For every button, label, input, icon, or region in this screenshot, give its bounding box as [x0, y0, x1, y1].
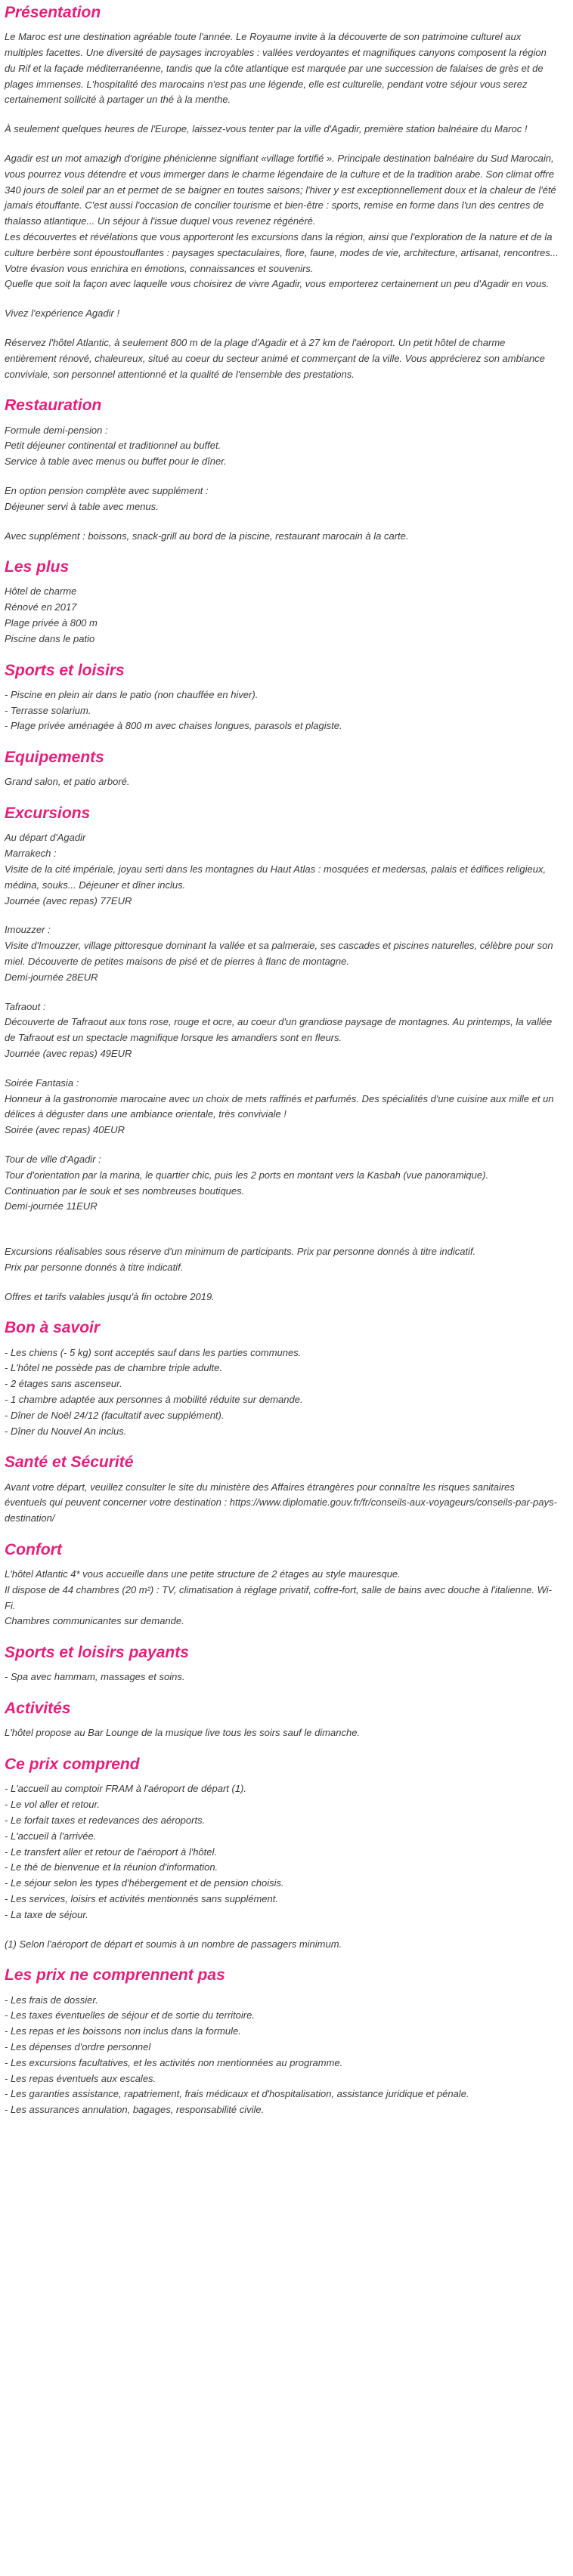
paragraph	[5, 1993, 559, 2118]
paragraph	[5, 1345, 559, 1440]
text-line: Soirée Fantasia :	[5, 1076, 79, 1089]
paragraph	[5, 1937, 559, 1953]
section-prix-ne-comprend-pas	[5, 1966, 559, 2118]
text-line: Formule demi-pension :	[5, 424, 108, 436]
paragraph	[5, 1480, 559, 1527]
paragraph	[5, 122, 559, 137]
text-line: - Le transfert aller et retour de l'aéroport à l'hôtel.	[5, 1846, 217, 1858]
paragraph	[5, 423, 559, 470]
text-line: Avec supplément : boissons, snack-grill au bord de la piscine, restaurant marocain à la carte.	[5, 530, 409, 542]
section-sports-loisirs	[5, 661, 559, 735]
section-equipements	[5, 748, 559, 790]
paragraph	[5, 1076, 559, 1138]
section-title-sports-payants: Sports et loisirs payants	[5, 1644, 189, 1662]
paragraph	[5, 922, 559, 985]
text-line: Tour d'orientation par la marina, le quartier chic, puis les 2 ports en montant vers la Kasbah (vue panoramique).	[5, 1169, 489, 1181]
paragraph	[5, 1669, 559, 1685]
text-line: Journée (avec repas) 77EUR	[5, 894, 132, 907]
text-line: - Les taxes éventuelles de séjour et de sortie du territoire.	[5, 2009, 255, 2022]
text-line: - Terrasse solarium.	[5, 704, 91, 716]
paragraph	[5, 151, 559, 292]
text-line: Journée (avec repas) 49EUR	[5, 1047, 132, 1059]
text-line: À seulement quelques heures de l'Europe, laissez-vous tenter par la ville d'Agadir, première station balnéaire du Maroc !	[5, 123, 528, 135]
paragraph	[5, 999, 559, 1062]
text-line: Avant votre départ, veuillez consulter le site du ministère des Affaires étrangères pour connaître les risques sanitaires éventuels qui peuvent concerner votre destination : https://www.diplomatie.gouv.fr/fr/conseils-aux-voyageurs/conseils-par-pays-destination/	[5, 1481, 557, 1524]
paragraph	[5, 687, 559, 734]
text-line: - Les chiens (- 5 kg) sont acceptés sauf dans les parties communes.	[5, 1346, 302, 1358]
text-line: En option pension complète avec supplément :	[5, 484, 209, 496]
section-activites	[5, 1699, 559, 1741]
paragraph	[5, 1152, 559, 1215]
paragraph	[5, 483, 559, 515]
section-presentation	[5, 3, 559, 382]
text-line: - Spa avec hammam, massages et soins.	[5, 1671, 185, 1683]
text-line: Au départ d'Agadir	[5, 832, 86, 844]
section-title-presentation: Présentation	[5, 4, 101, 21]
text-line: Quelle que soit la façon avec laquelle vous choisirez de vivre Agadir, vous emporterez certainement un peu d'Agadir en vous.	[5, 278, 550, 290]
text-line: Réservez l'hôtel Atlantic, à seulement 800 m de la plage d'Agadir et à 27 km de l'aéroport. Un petit hôtel de charme entièrement rénové, chaleureux, situé au coeur du secteur animé et commerçant de la ville. Vous apprécierez son ambiance conviviale, son personnel attentionné et la qualité de l'ensemble des prestations.	[5, 336, 545, 380]
text-line: - 2 étages sans ascenseur.	[5, 1378, 122, 1390]
text-line: Le Maroc est une destination agréable toute l'année. Le Royaume invite à la découverte de son patrimoine culturel aux multiples facettes. Une diversité de paysages incroyables : vallées verdoyantes et magnifiques canyons composent la région du Rif et la façade méditerranéenne, tandis que la côte atlantique est marquée par une succession de falaises de grès et de plages immenses. L'hospitalité des marocains n'est pas une légende, elle est culturelle, pendant votre séjour vous serez certainement sollicité à partager un thé à la menthe.	[5, 31, 547, 106]
section-prix-comprend	[5, 1755, 559, 1952]
text-line: Demi-journée 11EUR	[5, 1200, 98, 1212]
text-line: - Le thé de bienvenue et la réunion d'information.	[5, 1861, 218, 1873]
text-line: Découverte de Tafraout aux tons rose, rouge et ocre, au coeur d'un grandiose paysage de montagnes. Au printemps, la vallée de Tafraout est un spectacle magnifique lorsque les amandiers sont en fleurs.	[5, 1016, 553, 1044]
text-line	[5, 1228, 559, 1244]
section-title-restauration: Restauration	[5, 397, 102, 415]
paragraph	[5, 1725, 559, 1741]
text-line: Petit déjeuner continental et traditionnel au buffet.	[5, 440, 221, 452]
section-sante-securite	[5, 1453, 559, 1527]
section-title-excursions: Excursions	[5, 805, 91, 823]
paragraph	[5, 1781, 559, 1923]
text-line: Offres et tarifs valables jusqu'à fin octobre 2019.	[5, 1290, 215, 1302]
text-line: - Les excursions facultatives, et les activités non mentionnées au programme.	[5, 2056, 343, 2068]
paragraph	[5, 29, 559, 108]
text-line: Visite de la cité impériale, joyau serti dans les montagnes du Haut Atlas : mosquées et medersas, palais et édifices religieux, médina, souks... Déjeuner et dîner inclus.	[5, 863, 547, 891]
text-line: Excursions réalisables sous réserve d'un minimum de participants. Prix par personne donnés à titre indicatif.	[5, 1245, 476, 1257]
text-line: Agadir est un mot amazigh d'origine phénicienne signifiant «village fortifié ». Principale destination balnéaire du Sud Marocain, vous pourrez vous détendre et vous immerger dans le charme légendaire de la culture et de la tradition arabe. Son climat offre 340 jours de soleil par an et permet de se baigner en toutes saisons; l'hiver y est exceptionnellement doux et la chaleur de l'été jamais étouffante. C'est aussi l'occasion de concilier tourisme et bien-être : sports, remise en forme dans l'un des centres de thalasso atlantique... Un séjour à l'issue duquel vous revenez régénéré.	[5, 152, 556, 227]
text-line: Marrakech :	[5, 848, 57, 860]
text-line: Demi-journée 28EUR	[5, 971, 98, 983]
text-line: Déjeuner servi à table avec menus.	[5, 500, 159, 512]
paragraph	[5, 774, 559, 790]
text-line: - Piscine en plein air dans le patio (non chauffée en hiver).	[5, 688, 259, 700]
text-line: - Les assurances annulation, bagages, responsabilité civile.	[5, 2104, 265, 2116]
section-confort	[5, 1540, 559, 1629]
text-line: Chambres communicantes sur demande.	[5, 1615, 184, 1627]
section-bon-a-savoir	[5, 1318, 559, 1439]
text-line: - Les services, loisirs et activités mentionnés sans supplément.	[5, 1893, 278, 1904]
text-line: Il dispose de 44 chambres (20 m²) : TV, climatisation à réglage privatif, coffre-fort, salle de bains avec douche à l'italienne. Wi-Fi.	[5, 1583, 552, 1611]
text-line: - Dîner de Noël 24/12 (facultatif avec supplément).	[5, 1409, 225, 1421]
paragraph	[5, 830, 559, 909]
text-line: - 1 chambre adaptée aux personnes à mobilité réduite sur demande.	[5, 1393, 303, 1405]
text-line: Rénové en 2017	[5, 601, 77, 613]
section-title-prix-comprend: Ce prix comprend	[5, 1756, 140, 1774]
text-line: Tour de ville d'Agadir :	[5, 1153, 101, 1165]
text-line: - Les repas éventuels aux escales.	[5, 2072, 156, 2084]
text-line: - Les garanties assistance, rapatriement, frais médicaux et d'hospitalisation, assistance juridique et pénale.	[5, 2088, 469, 2100]
text-line: (1) Selon l'aéroport de départ et soumis à un nombre de passagers minimum.	[5, 1938, 342, 1950]
text-line: - Les repas et les boissons non inclus dans la formule.	[5, 2025, 241, 2037]
text-line: Honneur à la gastronomie marocaine avec un choix de mets raffinés et parfumés. Des spécialités d'une cuisine aux mille et un délices à déguster dans une ambiance orientale, très conviviale !	[5, 1092, 554, 1120]
paragraph	[5, 529, 559, 545]
section-title-activites: Activités	[5, 1700, 71, 1718]
text-line: L'hôtel Atlantic 4* vous accueille dans une petite structure de 2 étages au style mauresque.	[5, 1568, 401, 1580]
text-line: - Le forfait taxes et redevances des aéroports.	[5, 1815, 206, 1827]
text-line: Service à table avec menus ou buffet pour le dîner.	[5, 456, 227, 468]
text-line: - L'accueil au comptoir FRAM à l'aéroport de départ (1).	[5, 1783, 246, 1795]
text-line: Continuation par le souk et ses nombreuses boutiques.	[5, 1185, 245, 1197]
text-line: Vivez l'expérience Agadir !	[5, 307, 120, 320]
text-line: L'hôtel propose au Bar Lounge de la musique live tous les soirs sauf le dimanche.	[5, 1727, 361, 1739]
text-line: - Le vol aller et retour.	[5, 1799, 100, 1811]
section-les-plus	[5, 558, 559, 647]
text-line: - Les frais de dossier.	[5, 1994, 98, 2006]
section-excursions	[5, 804, 559, 1305]
text-line: Prix par personne donnés à titre indicatif.	[5, 1261, 184, 1273]
section-title-bon-a-savoir: Bon à savoir	[5, 1319, 101, 1337]
text-line: - Plage privée aménagée à 800 m avec chaises longues, parasols et plagiste.	[5, 720, 342, 732]
text-line: Tafraout :	[5, 1000, 46, 1012]
text-line: Piscine dans le patio	[5, 632, 95, 644]
text-line: - Dîner du Nouvel An inclus.	[5, 1425, 127, 1437]
text-line: Les découvertes et révélations que vous apporteront les excursions dans la région, ainsi que l'exploration de la nature et de la culture berbère sont époustouflantes : paysages spectaculaires, flore, faune, modes de vie, architecture, artisanat, rencontres... Votre évasion vous enrichira en émotions, connaissances et souvenirs.	[5, 230, 559, 274]
section-title-equipements: Equipements	[5, 749, 104, 767]
section-title-confort: Confort	[5, 1540, 62, 1558]
paragraph	[5, 1567, 559, 1629]
section-title-prix-ne-comprend-pas: Les prix ne comprennent pas	[5, 1966, 225, 1985]
text-line: - Le séjour selon les types d'hébergement et de pension choisis.	[5, 1877, 284, 1889]
section-sports-payants	[5, 1643, 559, 1685]
text-line: Hôtel de charme	[5, 585, 77, 598]
text-line: - L'accueil à l'arrivée.	[5, 1830, 97, 1842]
text-line: Visite d'Imouzzer, village pittoresque dominant la vallée et sa palmeraie, ses cascades et piscines naturelles, célèbre pour son miel. Découverte de petites maisons de pisé et de pierres à flanc de montagne.	[5, 940, 553, 967]
text-line: Soirée (avec repas) 40EUR	[5, 1124, 125, 1136]
section-title-sante-securite: Santé et Sécurité	[5, 1453, 134, 1472]
section-title-sports-loisirs: Sports et loisirs	[5, 661, 125, 679]
text-line: - La taxe de séjour.	[5, 1908, 88, 1920]
paragraph	[5, 306, 559, 322]
section-title-les-plus: Les plus	[5, 558, 70, 576]
text-line: - L'hôtel ne possède pas de chambre triple adulte.	[5, 1362, 222, 1374]
paragraph	[5, 584, 559, 647]
text-line: - Les dépenses d'ordre personnel	[5, 2040, 151, 2052]
paragraph	[5, 335, 559, 382]
text-line: Grand salon, et patio arboré.	[5, 776, 130, 788]
text-line: Imouzzer :	[5, 924, 51, 936]
text-line: Plage privée à 800 m	[5, 617, 98, 629]
paragraph	[5, 1290, 559, 1305]
product-description	[0, 3, 564, 2139]
section-restauration	[5, 396, 559, 544]
paragraph	[5, 1228, 559, 1275]
